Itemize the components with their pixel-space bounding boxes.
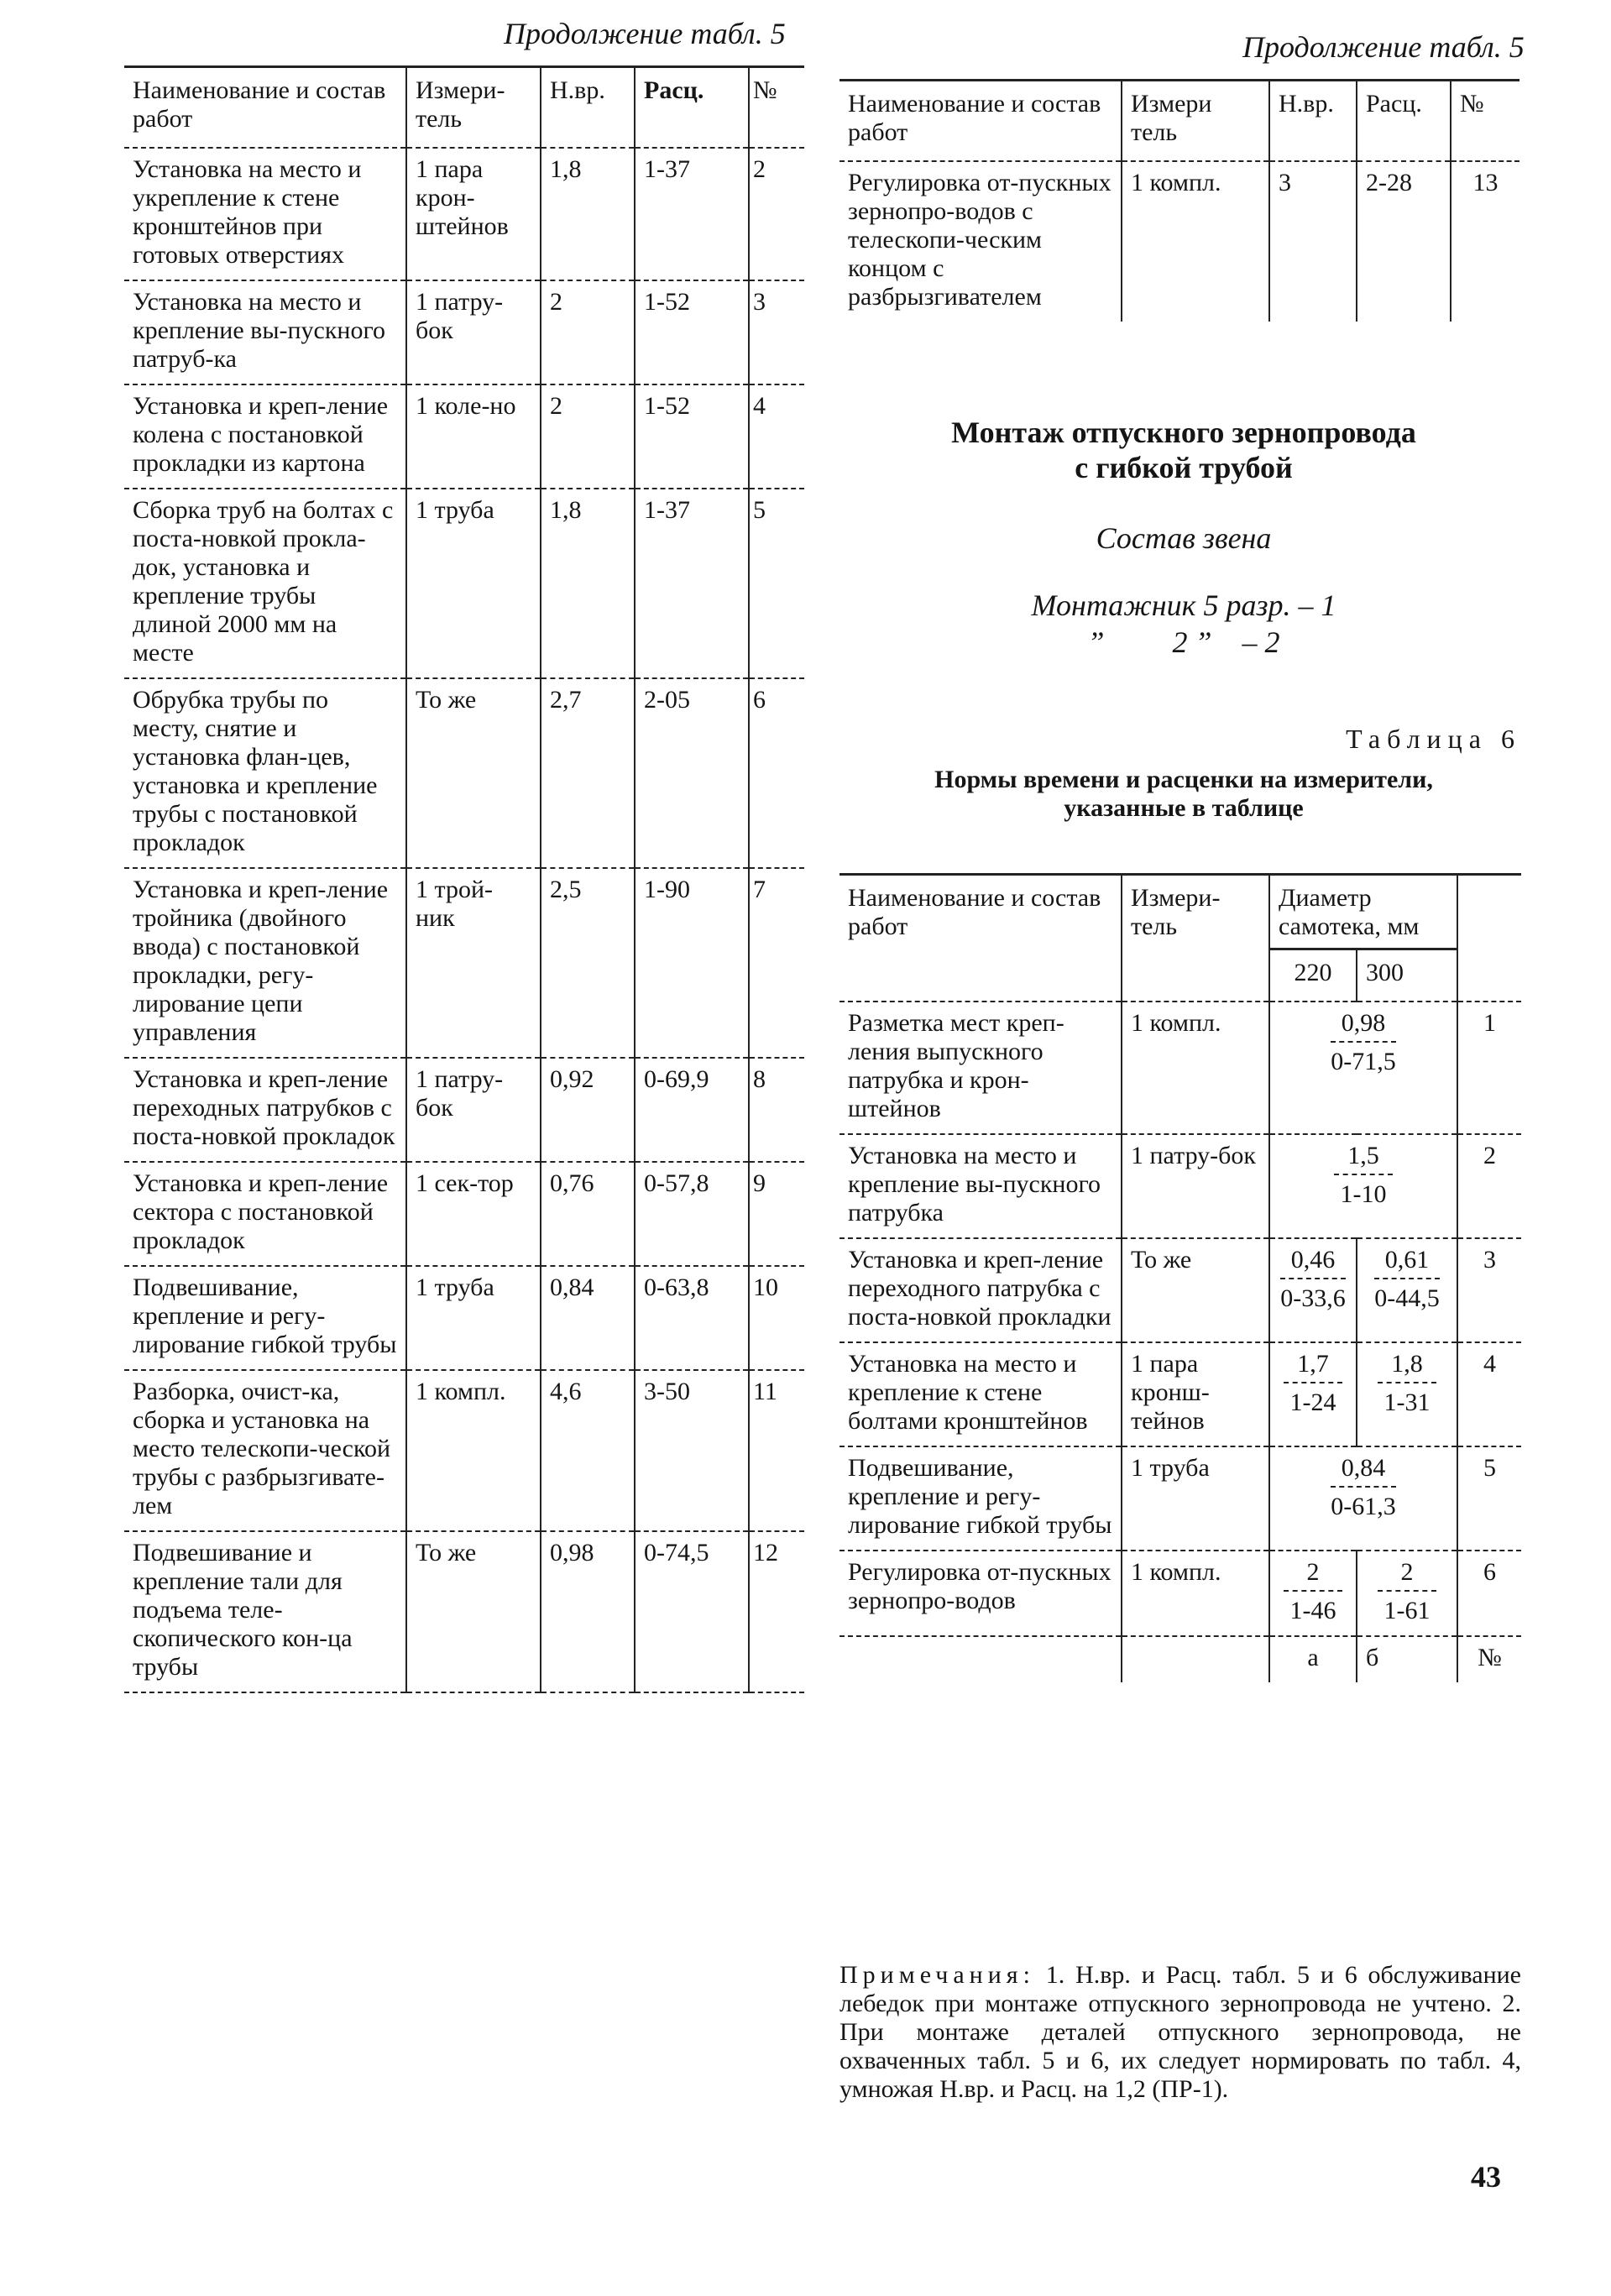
table-row [839,1134,1521,1238]
cell-unit: 1 компл. [1122,161,1269,322]
cell-value-b [1357,1551,1457,1636]
table-row [124,1531,804,1692]
cell-rasc: 0-69,9 [635,1058,749,1162]
cell-name: Подвешивание, крепление и регу-лирование гибкой трубы [839,1446,1122,1551]
cell-no: 6 [749,678,804,868]
cell-unit: 1 патру-бок [406,280,541,384]
footer-cell [1122,1636,1269,1682]
header-rasc: Расц. [635,67,749,149]
crew-heading: Состав звена [1096,521,1272,555]
cell-nvr: 0,98 [541,1531,635,1692]
rate-value: 1-61 [1378,1590,1436,1625]
cell-nvr: 0,92 [541,1058,635,1162]
cell-unit: 1 патру-бок [1122,1134,1269,1238]
cell-value-b [1357,1342,1457,1446]
norm-value: 1,8 [1391,1350,1423,1378]
cell-name: Регулировка от-пускных зернопро-водов с телескопи-ческим концом с разбрызгивателем [839,161,1122,322]
cell-value-b [1357,1238,1457,1342]
cell-value-a [1269,1342,1357,1446]
cell-rasc: 2-05 [635,678,749,868]
cell-unit: 1 пара крон-штейнов [406,148,541,280]
table-row [124,148,804,280]
footer-a: а [1269,1636,1357,1682]
cell-nvr: 0,84 [541,1266,635,1370]
table-row [124,489,804,678]
cell-value-merged [1269,1446,1457,1551]
cell-unit: 1 коле-но [406,384,541,489]
cell-no: 2 [749,148,804,280]
cell-unit: 1 труба [1122,1446,1269,1551]
rate-value: 1-10 [1334,1174,1393,1209]
rate-value: 1-31 [1378,1382,1436,1417]
cell-value-a [1269,1551,1357,1636]
table-row [124,1162,804,1266]
table-row [124,1370,804,1531]
header-no [1457,875,1521,1002]
cell-no: 3 [749,280,804,384]
cell-no: 1 [1457,1002,1521,1134]
rate-value: 0-61,3 [1331,1486,1396,1521]
cell-unit: 1 труба [406,1266,541,1370]
left-table-header [124,67,804,149]
cell-value-a [1269,1238,1357,1342]
cell-name: Установка на место и укрепление к стене кронштейнов при готовых отверстиях [124,148,406,280]
table-row [839,1002,1521,1134]
cell-no: 5 [1457,1446,1521,1551]
table-row [124,1266,804,1370]
cell-unit: 1 патру-бок [406,1058,541,1162]
right-top-table [839,79,1519,322]
header-name: Наименование и состав работ [839,875,1122,1002]
cell-unit: 1 пара кронш-тейнов [1122,1342,1269,1446]
cell-name: Сборка труб на болтах с поста-новкой прокла-док, установка и крепление трубы длиной 2000 мм на месте [124,489,406,678]
cell-no: 3 [1457,1238,1521,1342]
table6 [839,873,1521,1682]
table-row [124,868,804,1058]
footer-b: б [1357,1636,1457,1682]
header-unit: Измери тель [1122,81,1269,162]
table6-footer [839,1636,1521,1682]
cell-nvr: 2 [541,280,635,384]
cell-name: Регулировка от-пускных зернопро-водов [839,1551,1122,1636]
cell-nvr: 1,8 [541,489,635,678]
cell-nvr: 2 [541,384,635,489]
norm-value: 1,7 [1297,1350,1329,1378]
cell-name: Подвешивание, крепление и регу-лирование гибкой трубы [124,1266,406,1370]
rate-value: 0-33,6 [1280,1278,1346,1313]
cell-unit: 1 трой-ник [406,868,541,1058]
norm-value: 0,84 [1341,1454,1386,1482]
cell-unit: 1 компл. [406,1370,541,1531]
cell-rasc: 0-57,8 [635,1162,749,1266]
cell-no: 12 [749,1531,804,1692]
cell-unit: 1 труба [406,489,541,678]
cell-name: Установка и креп-ление переходного патрубка с поста-новкой прокладки [839,1238,1122,1342]
cell-no: 4 [1457,1342,1521,1446]
table-row [839,161,1519,322]
cell-no: 2 [1457,1134,1521,1238]
cell-rasc: 3-50 [635,1370,749,1531]
cell-no: 13 [1451,161,1519,322]
table-row [124,678,804,868]
header-300: 300 [1357,949,1457,1002]
cell-name: Обрубка трубы по месту, снятие и установка флан-цев, установка и крепление трубы с постановкой прокладок [124,678,406,868]
cell-no: 6 [1457,1551,1521,1636]
table-row [124,280,804,384]
table-row [124,384,804,489]
cell-name: Установка на место и крепление вы-пускного патрубка [839,1134,1122,1238]
norm-value: 0,46 [1290,1246,1336,1274]
cell-nvr: 1,8 [541,148,635,280]
cell-no: 8 [749,1058,804,1162]
cell-value-merged [1269,1134,1457,1238]
cell-rasc: 0-74,5 [635,1531,749,1692]
cell-name: Установка на место и крепление к стене болтами кронштейнов [839,1342,1122,1446]
header-220: 220 [1269,949,1357,1002]
section-title: Монтаж отпускного зернопровода с гибкой трубой [951,416,1416,484]
norm-value: 1,5 [1347,1142,1379,1169]
header-unit: Измери-тель [1122,875,1269,1002]
cell-rasc: 1-37 [635,148,749,280]
cell-no: 5 [749,489,804,678]
crew-line-1: Монтажник 5 разр. – 1 [1031,588,1336,622]
cell-nvr: 3 [1269,161,1357,322]
cell-unit: То же [1122,1238,1269,1342]
left-table [124,65,804,1693]
cell-unit: 1 компл. [1122,1002,1269,1134]
norm-value: 2 [1400,1558,1414,1586]
table-row [839,1551,1521,1636]
table-row [839,1342,1521,1446]
rate-value: 1-46 [1284,1590,1342,1625]
rate-value: 0-44,5 [1374,1278,1440,1313]
cell-nvr: 4,6 [541,1370,635,1531]
rate-value: 1-24 [1284,1382,1342,1417]
footer-cell [839,1636,1122,1682]
notes-label: Примечания: [839,1961,1035,1989]
cell-rasc: 1-52 [635,384,749,489]
header-nvr: Н.вр. [1269,81,1357,162]
cell-value-merged [1269,1002,1457,1134]
cell-rasc: 1-37 [635,489,749,678]
cell-name: Разборка, очист-ка, сборка и установка на место телескопи-ческой трубы с разбрызгивате-лем [124,1370,406,1531]
cell-unit: То же [406,1531,541,1692]
cell-rasc: 1-52 [635,280,749,384]
footer-no: № [1457,1636,1521,1682]
cell-no: 7 [749,868,804,1058]
left-continuation-label: Продолжение табл. 5 [504,17,786,50]
cell-unit: 1 компл. [1122,1551,1269,1636]
cell-name: Разметка мест креп-ления выпускного патрубка и крон-штейнов [839,1002,1122,1134]
cell-rasc: 1-90 [635,868,749,1058]
cell-name: Подвешивание и крепление тали для подъема теле-скопического кон-ца трубы [124,1531,406,1692]
norm-value: 0,98 [1341,1009,1386,1037]
cell-no: 10 [749,1266,804,1370]
header-name: Наименование и состав работ [839,81,1122,162]
cell-no: 4 [749,384,804,489]
cell-name: Установка и креп-ление тройника (двойного ввода) с постановкой прокладки, регу-лирование цепи управления [124,868,406,1058]
header-diameter: Диаметр самотека, мм [1269,875,1457,949]
table6-label: Таблица 6 [1346,724,1521,754]
header-nvr: Н.вр. [541,67,635,149]
table-row [124,1058,804,1162]
notes [839,1961,1521,2104]
header-no: № [1451,81,1519,162]
cell-rasc: 2-28 [1357,161,1451,322]
cell-nvr: 2,5 [541,868,635,1058]
header-rasc: Расц. [1357,81,1451,162]
cell-name: Установка и креп-ление переходных патрубков с поста-новкой прокладок [124,1058,406,1162]
crew-line-2: ” 2 ” – 2 [1087,625,1280,659]
right-continuation-label: Продолжение табл. 5 [1242,30,1525,64]
notes-text: 1. Н.вр. и Расц. табл. 5 и 6 обслуживание лебедок при монтаже отпускного зернопровода не учтено. 2. При монтаже деталей отпускного зернопровода, не охваченных табл. 5 и 6, их следует нормировать по табл. 4, умножая Н.вр. и Расц. на 1,2 (ПР-1). [839,1961,1521,2103]
rate-value: 0-71,5 [1331,1041,1396,1076]
cell-nvr: 2,7 [541,678,635,868]
cell-no: 9 [749,1162,804,1266]
table-row [839,1238,1521,1342]
cell-name: Установка на место и крепление вы-пускного патруб-ка [124,280,406,384]
cell-name: Установка и креп-ление колена с постановкой прокладки из картона [124,384,406,489]
header-name: Наименование и состав работ [124,67,406,149]
header-no: № [749,67,804,149]
norm-value: 0,61 [1384,1246,1430,1274]
table6-title: Нормы времени и расценки на измерители, указанные в таблице [934,766,1433,822]
header-unit: Измери-тель [406,67,541,149]
norm-value: 2 [1306,1558,1320,1586]
table-row [839,1446,1521,1551]
page-number: 43 [1471,2160,1501,2194]
cell-nvr: 0,76 [541,1162,635,1266]
cell-rasc: 0-63,8 [635,1266,749,1370]
cell-name: Установка и креп-ление сектора с постановкой прокладок [124,1162,406,1266]
cell-no: 11 [749,1370,804,1531]
cell-unit: То же [406,678,541,868]
cell-unit: 1 сек-тор [406,1162,541,1266]
